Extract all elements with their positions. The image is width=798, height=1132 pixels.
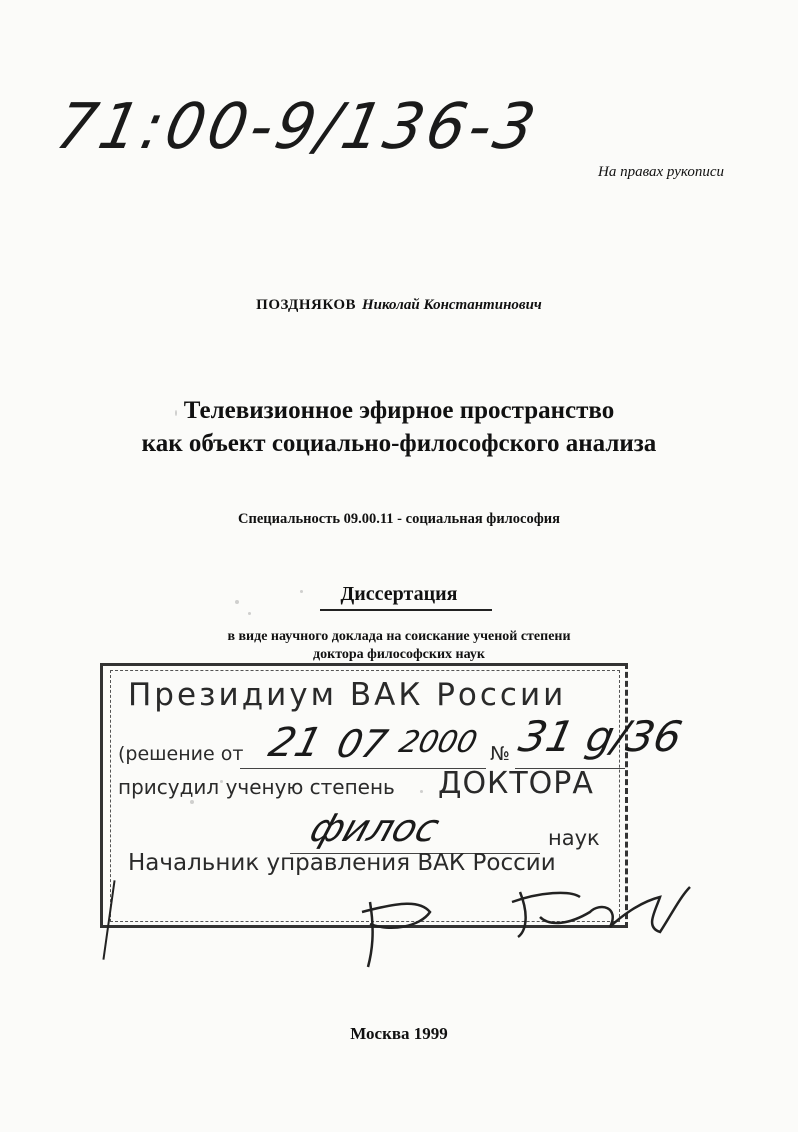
- stamp-number-label: №: [490, 743, 510, 765]
- signature-image: [100, 872, 700, 972]
- degree-purpose-line-1: в виде научного доклада на соискание ученой степени: [227, 629, 571, 644]
- title-line-2: как объект социально-философского анализа: [141, 430, 657, 457]
- degree-purpose-line-2: доктора философских наук: [313, 647, 485, 662]
- title-line-1: Телевизионное эфирное пространство: [183, 397, 615, 424]
- scan-speck: [175, 410, 177, 416]
- scan-speck: [235, 600, 239, 604]
- stamp-decision-label: (решение от: [118, 743, 244, 765]
- dissertation-title: [0, 394, 798, 460]
- scan-speck: [190, 800, 194, 804]
- stamp-degree-word: ДОКТОРА: [438, 766, 594, 801]
- author-name: [0, 297, 798, 314]
- author-surname: ПОЗДНЯКОВ: [256, 297, 357, 313]
- stamp-sciences-label: наук: [548, 826, 600, 850]
- scan-speck: [420, 790, 423, 793]
- scan-speck: [220, 780, 223, 783]
- stamp-awarded-label: присудил ученую степень: [118, 775, 395, 799]
- archive-code: 71:00-9/136-3: [50, 90, 546, 164]
- handwritten-day: 21: [264, 720, 327, 766]
- stamp-head-label: Начальник управления ВАК России: [128, 850, 556, 876]
- handwritten-year: 2000: [395, 725, 481, 760]
- handwritten-number: 31 g/36: [514, 712, 687, 761]
- work-type: Диссертация: [340, 583, 458, 605]
- handwritten-month: 07: [332, 722, 392, 766]
- scan-speck: [300, 590, 303, 593]
- degree-purpose: [0, 628, 798, 664]
- work-type-underline: [320, 609, 492, 611]
- stamp-title: Президиум ВАК России: [128, 677, 567, 713]
- rights-note: На правах рукописи: [598, 164, 724, 180]
- author-given-names: Николай Константинович: [362, 297, 542, 313]
- city-year: Москва 1999: [350, 1024, 448, 1043]
- handwritten-field: филос: [304, 806, 445, 850]
- scan-speck: [248, 612, 251, 615]
- specialty: Специальность 09.00.11 - социальная философия: [238, 511, 560, 527]
